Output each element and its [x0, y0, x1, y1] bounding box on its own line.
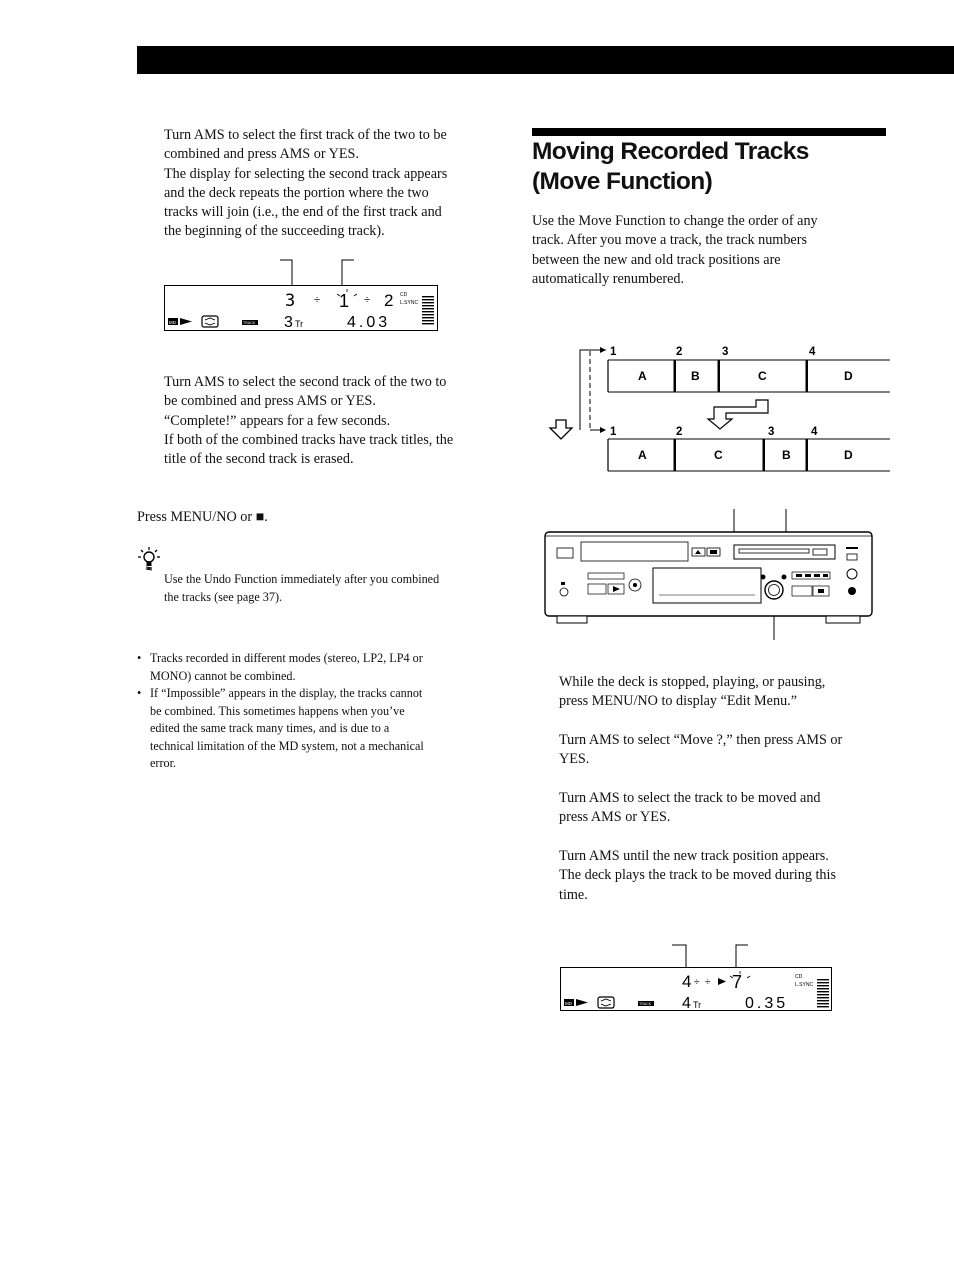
display-move [560, 943, 836, 1015]
md-deck-illustration [543, 505, 877, 655]
svg-text:÷: ÷ [364, 294, 371, 306]
svg-text:4: 4 [811, 426, 818, 438]
phones-level-knob [847, 569, 857, 579]
move-step-3: Turn AMS to select the track to be moved and press AMS or YES. [559, 790, 821, 826]
intro-text: Use the Move Function to change the order of any track. After you move a track, the track numbers between the new and old track positions are automatically renumbered. [532, 213, 818, 287]
svg-text:1: 1 [610, 426, 617, 438]
down-arrow-icon [550, 420, 572, 439]
svg-text:÷: ÷ [314, 294, 321, 306]
svg-text:A: A [638, 448, 647, 462]
lsync-indicator: L.SYNC [400, 300, 419, 306]
svg-text:2: 2 [676, 346, 683, 358]
md-badge: MD [565, 1001, 572, 1006]
move-step-2: Turn AMS to select “Move ?,” then press AMS or YES. [559, 732, 843, 768]
section-heading: Moving Recorded Tracks (Move Function) [532, 138, 809, 195]
heading-rule [532, 128, 886, 136]
display-time: 4.03 [347, 314, 391, 331]
track-badge: TRACK [639, 1002, 652, 1006]
menu-no-button [761, 575, 766, 580]
display-next-track: 2 [384, 291, 394, 310]
md-badge: MD [169, 320, 176, 325]
cd-indicator: CD [795, 974, 803, 980]
tip-text: Use the Undo Function immediately after you combined the tracks (see page 37). [164, 572, 440, 604]
svg-text:B: B [782, 448, 791, 462]
display-track-count: 4 [682, 995, 691, 1012]
block-c: C [758, 369, 767, 383]
svg-text:2: 2 [676, 426, 683, 438]
block-b: B [691, 369, 700, 383]
svg-text:1: 1 [610, 346, 617, 358]
move-step-1: While the deck is stopped, playing, or pausing, press MENU/NO to display “Edit Menu.” [559, 674, 826, 710]
svg-text:4: 4 [809, 346, 816, 358]
step-2-text: Turn AMS to select the first track of the two to be combined and press AMS or YES. The display for selecting the second track appears and the deck repeats the portion where the two tracks will join (i.e., the end of the first track and the beginning of the succeeding track). [164, 127, 448, 240]
tip-lightbulb-icon [137, 546, 161, 572]
svg-text:3: 3 [722, 346, 729, 358]
svg-text:C: C [714, 448, 723, 462]
header-bar [137, 46, 954, 74]
display-first-track: 3 [285, 291, 296, 311]
svg-text:D: D [844, 448, 853, 462]
svg-text:÷: ÷ [705, 977, 711, 988]
timer-switch [560, 588, 568, 596]
block-a: A [638, 369, 647, 383]
svg-text:÷: ÷ [694, 977, 700, 988]
cancel-instruction: Press MENU/NO or ■. [137, 509, 268, 525]
phones-jack [848, 587, 856, 595]
svg-text:Tr: Tr [295, 319, 304, 329]
display-moved-track: 4 [682, 972, 692, 991]
display-time: 0.35 [745, 995, 789, 1012]
move-arrow-icon [708, 400, 768, 429]
lsync-indicator: L.SYNC [795, 982, 814, 988]
block-d: D [844, 369, 853, 383]
move-step-4: Turn AMS until the new track position appears. The deck plays the track to be moved during this time. [559, 848, 836, 903]
cd-indicator: CD [400, 292, 408, 298]
display-selected-track: 1 [339, 291, 350, 311]
display-track-count: 3 [284, 314, 293, 331]
step-3-text: Turn AMS to select the second track of the two to be combined and press AMS or YES. “Complete!” appears for a few seconds. If both of the combined tracks have track titles, the title of the second track is erased. [164, 374, 454, 468]
svg-text:3: 3 [768, 426, 775, 438]
power-button [557, 548, 573, 558]
track-badge: TRACK [243, 321, 256, 325]
yes-button [782, 575, 787, 580]
display-new-position: 7 [732, 972, 743, 992]
display-combine [164, 256, 440, 332]
svg-text:Tr: Tr [693, 1000, 702, 1010]
move-diagram [546, 340, 890, 476]
